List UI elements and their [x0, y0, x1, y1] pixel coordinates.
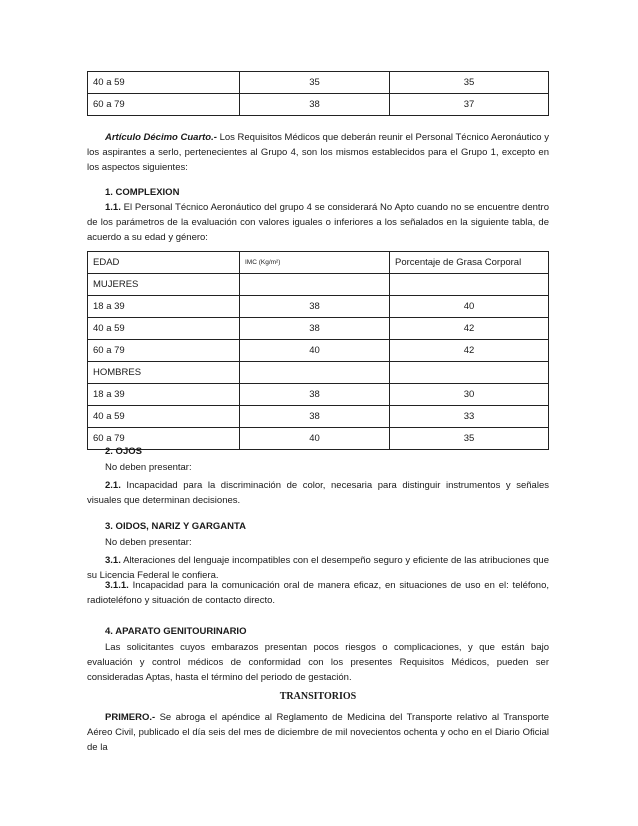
- header-imc: IMC (Kg/m²): [240, 252, 390, 274]
- table-cell-range: 18 a 39: [88, 384, 240, 406]
- articulo-text: Los Requisitos Médicos que deberán reunir el Personal Técnico Aeronáutico y los aspirantes a serlo, pertenecientes al Grupo 4, son los mismos establecidos para el Grupo 1, excepto en los aspectos siguientes:: [87, 132, 549, 173]
- primero-text: Se abroga el apéndice al Reglamento de Medicina del Transporte relativo al Transporte Aéreo Civil, publicado el día seis del mes de diciembre de mil novecientos ochenta y ocho en el Diario Oficial de la: [87, 712, 549, 753]
- section2-paragraph: [87, 478, 549, 508]
- table-row: [88, 428, 549, 450]
- transitorios-title: TRANSITORIOS: [279, 691, 357, 702]
- table-cell-range: 40 a 59: [88, 72, 240, 94]
- table-row-group-mujeres: [88, 274, 549, 296]
- table-cell-grasa: 30: [390, 384, 549, 406]
- table-cell-imc: 38: [240, 318, 390, 340]
- group-label-hombres: HOMBRES: [88, 362, 240, 384]
- section3-sub1-label: 3.1.: [105, 555, 121, 566]
- section2-sub-text: Incapacidad para la discriminación de color, necesaria para distinguir instrumentos y señales visuales que determinan decisiones.: [87, 480, 549, 506]
- table-cell-grasa: 35: [390, 72, 549, 94]
- top-table: [87, 71, 549, 116]
- section3-sub1-text: Alteraciones del lenguaje incompatibles con el desempeño seguro y eficiente de las atribuciones que su Licencia Federal le confiera.: [87, 555, 549, 581]
- table-cell-grasa: 42: [390, 340, 549, 362]
- complexion-table: [87, 251, 549, 450]
- section2-intro: No deben presentar:: [105, 462, 192, 473]
- articulo-paragraph: [87, 130, 549, 175]
- table-row-group-hombres: [88, 362, 549, 384]
- table-cell-grasa: 40: [390, 296, 549, 318]
- table-row: [88, 340, 549, 362]
- section3-sub2-text: Incapacidad para la comunicación oral de manera eficaz, en situaciones de uso en el: teléfono, radioteléfono y situación de contacto directo.: [87, 580, 549, 606]
- table-cell-imc: 38: [240, 406, 390, 428]
- empty-cell: [390, 362, 549, 384]
- empty-cell: [240, 362, 390, 384]
- section4-paragraph: Las solicitantes cuyos embarazos presentan pocos riesgos o complicaciones, y que están bajo evaluación y control médicos de conformidad con los presentes Requisitos Médicos, pueden ser consideradas Aptas, hasta el término del periodo de gestación.: [87, 642, 549, 683]
- section1-sub-text: El Personal Técnico Aeronáutico del grupo 4 se considerará No Apto cuando no se encuentre dentro de los parámetros de la evaluación con valores iguales o inferiores a los señalados en la siguiente tabla, de acuerdo a su edad y género:: [87, 202, 549, 243]
- table-header-row: [88, 252, 549, 274]
- table-cell-imc: 38: [240, 296, 390, 318]
- section3-intro: No deben presentar:: [105, 537, 192, 548]
- table-cell-imc: 40: [240, 340, 390, 362]
- table-cell-range: 40 a 59: [88, 406, 240, 428]
- table-cell-range: 18 a 39: [88, 296, 240, 318]
- primero-paragraph: [87, 710, 549, 755]
- table-cell-range: 60 a 79: [88, 340, 240, 362]
- header-grasa: Porcentaje de Grasa Corporal: [390, 252, 549, 274]
- empty-cell: [240, 274, 390, 296]
- table-cell-imc: 40: [240, 428, 390, 450]
- section-heading-oidos: 3. OIDOS, NARIZ Y GARGANTA: [105, 521, 246, 532]
- section-heading-genitourinario: 4. APARATO GENITOURINARIO: [105, 626, 247, 637]
- table-cell-imc: 38: [240, 94, 390, 116]
- section1-paragraph: [87, 200, 549, 245]
- table-row: [88, 94, 549, 116]
- articulo-label: Artículo Décimo Cuarto.-: [105, 132, 217, 143]
- section2-sub-label: 2.1.: [105, 480, 121, 491]
- table-row: [88, 384, 549, 406]
- primero-label: PRIMERO.-: [105, 712, 156, 723]
- table-cell-grasa: 35: [390, 428, 549, 450]
- table-row: [88, 406, 549, 428]
- table-row: [88, 318, 549, 340]
- header-edad: EDAD: [88, 252, 240, 274]
- table-row: [88, 296, 549, 318]
- section3-sub2-label: 3.1.1.: [105, 580, 129, 591]
- empty-cell: [390, 274, 549, 296]
- table-row: [88, 72, 549, 94]
- table-cell-imc: 35: [240, 72, 390, 94]
- section1-sub-label: 1.1.: [105, 202, 121, 213]
- table-cell-range: 40 a 59: [88, 318, 240, 340]
- table-cell-range: 60 a 79: [88, 428, 240, 450]
- table-cell-grasa: 42: [390, 318, 549, 340]
- section-heading-complexion: 1. COMPLEXION: [105, 187, 180, 198]
- table-cell-imc: 38: [240, 384, 390, 406]
- section-heading-ojos: 2. OJOS: [105, 446, 142, 457]
- section3-paragraph-2: [87, 578, 549, 608]
- table-cell-grasa: 37: [390, 94, 549, 116]
- group-label-mujeres: MUJERES: [88, 274, 240, 296]
- table-cell-range: 60 a 79: [88, 94, 240, 116]
- table-cell-grasa: 33: [390, 406, 549, 428]
